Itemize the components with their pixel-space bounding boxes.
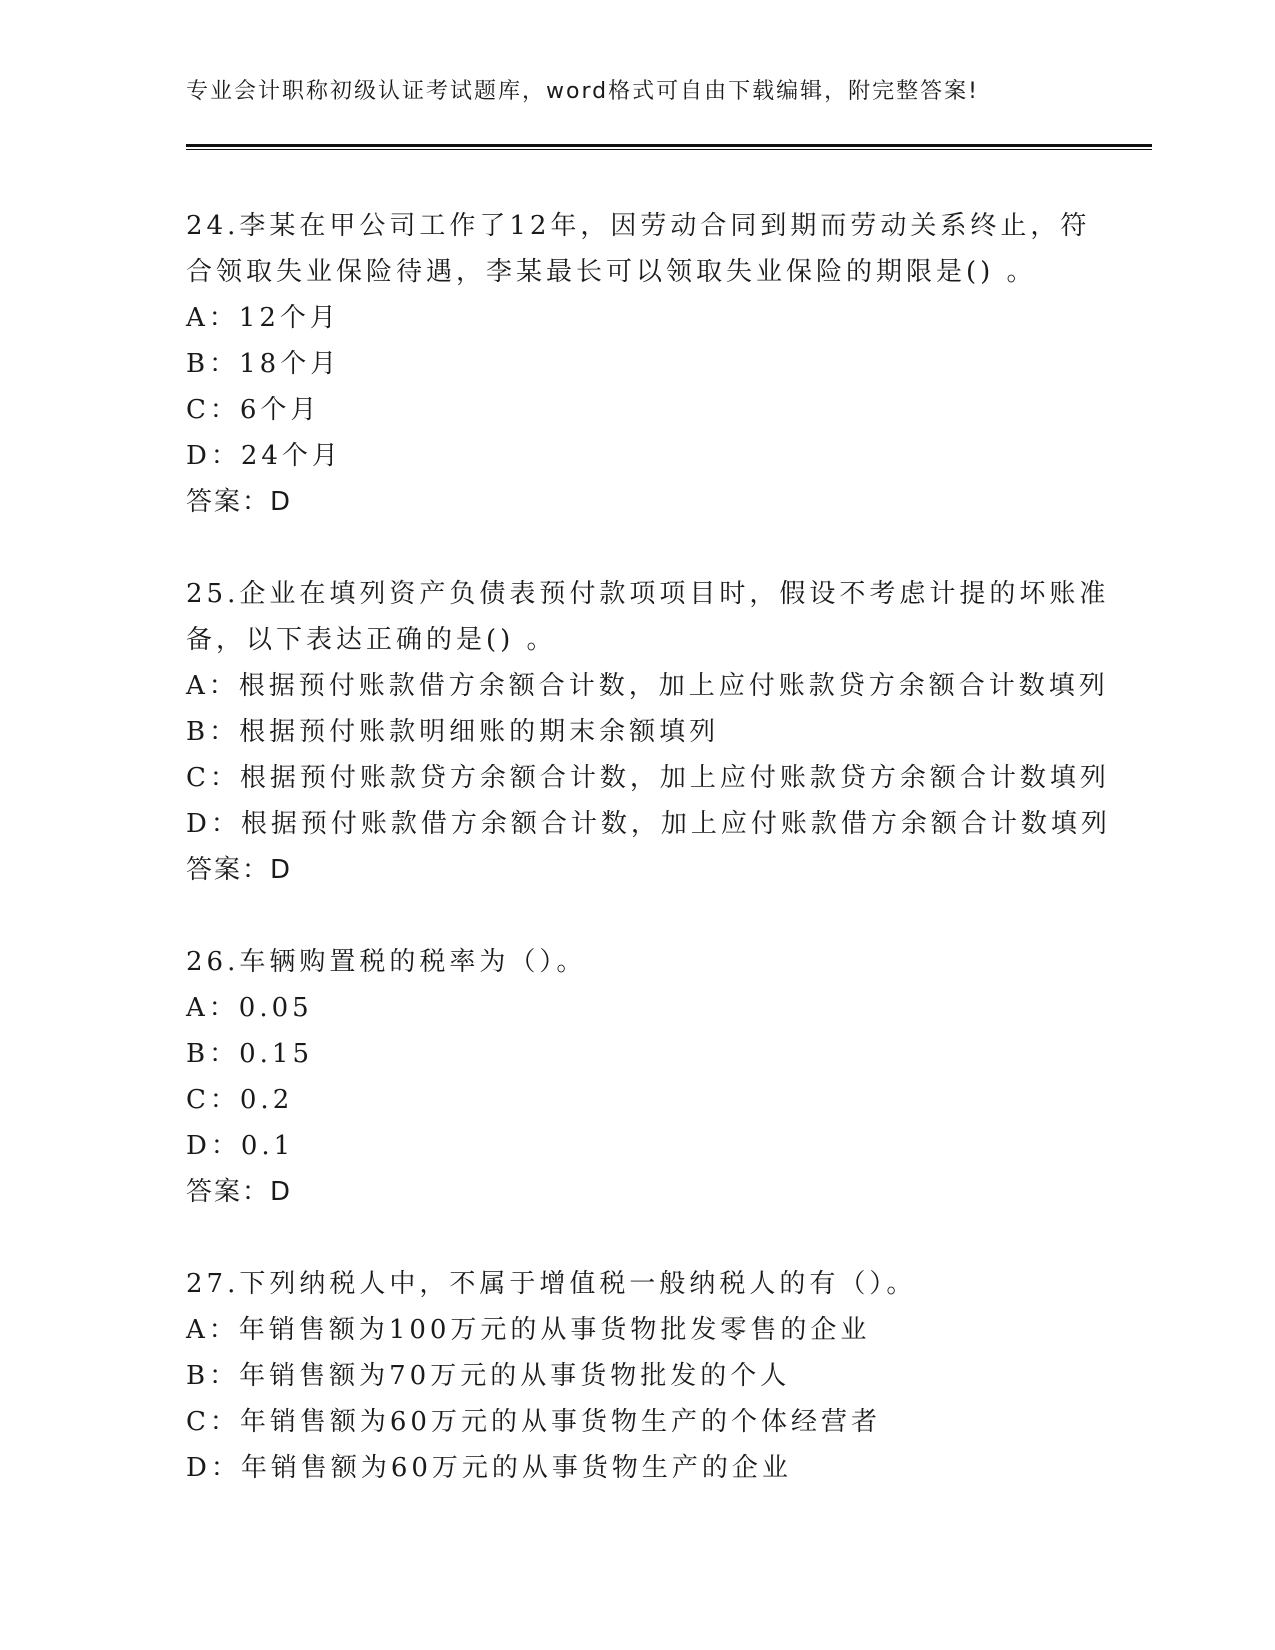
option-c: C：0.2	[186, 1085, 294, 1115]
header-rule-thick	[186, 144, 1152, 147]
question-stem-line: 26.车辆购置税的税率为（）。	[186, 947, 587, 977]
option-b: B：0.15	[186, 1039, 313, 1069]
question-26	[186, 939, 1086, 1215]
header-rule-thin	[186, 149, 1152, 150]
question-stem-line: 24.李某在甲公司工作了12年，因劳动合同到期而劳动关系终止，符	[186, 211, 1091, 241]
option-a: A：0.05	[186, 993, 313, 1023]
question-24	[186, 203, 1091, 525]
option-a: A：根据预付账款借方余额合计数，加上应付账款贷方余额合计数填列	[186, 671, 1109, 701]
question-stem-line: 备，以下表达正确的是() 。	[186, 625, 557, 655]
option-a: A：12个月	[186, 303, 340, 333]
answer-line: 答案：D	[186, 855, 293, 885]
option-b: B：18个月	[186, 349, 341, 379]
option-b: B：年销售额为70万元的从事货物批发的个人	[186, 1361, 791, 1391]
page-header: 专业会计职称初级认证考试题库，word格式可自由下载编辑，附完整答案!	[186, 79, 979, 104]
question-stem-line: 27.下列纳税人中，不属于增值税一般纳税人的有（）。	[186, 1269, 917, 1299]
option-d: D：0.1	[186, 1131, 295, 1161]
option-a: A：年销售额为100万元的从事货物批发零售的企业	[186, 1315, 871, 1345]
option-c: C：根据预付账款贷方余额合计数，加上应付账款贷方余额合计数填列	[186, 763, 1110, 793]
question-list	[186, 203, 1111, 1537]
option-d: D：根据预付账款借方余额合计数，加上应付账款借方余额合计数填列	[186, 809, 1111, 839]
option-d: D：24个月	[186, 441, 342, 471]
answer-line: 答案：D	[186, 487, 293, 517]
option-c: C：年销售额为60万元的从事货物生产的个体经营者	[186, 1407, 881, 1437]
question-25	[186, 571, 1111, 893]
option-b: B：根据预付账款明细账的期末余额填列	[186, 717, 720, 747]
option-c: C：6个月	[186, 395, 321, 425]
answer-line: 答案：D	[186, 1177, 293, 1207]
question-27	[186, 1261, 1086, 1491]
question-stem-line: 25.企业在填列资产负债表预付款项项目时，假设不考虑计提的坏账准	[186, 579, 1110, 609]
question-stem-line: 合领取失业保险待遇，李某最长可以领取失业保险的期限是() 。	[186, 257, 1037, 287]
option-d: D：年销售额为60万元的从事货物生产的企业	[186, 1453, 792, 1483]
